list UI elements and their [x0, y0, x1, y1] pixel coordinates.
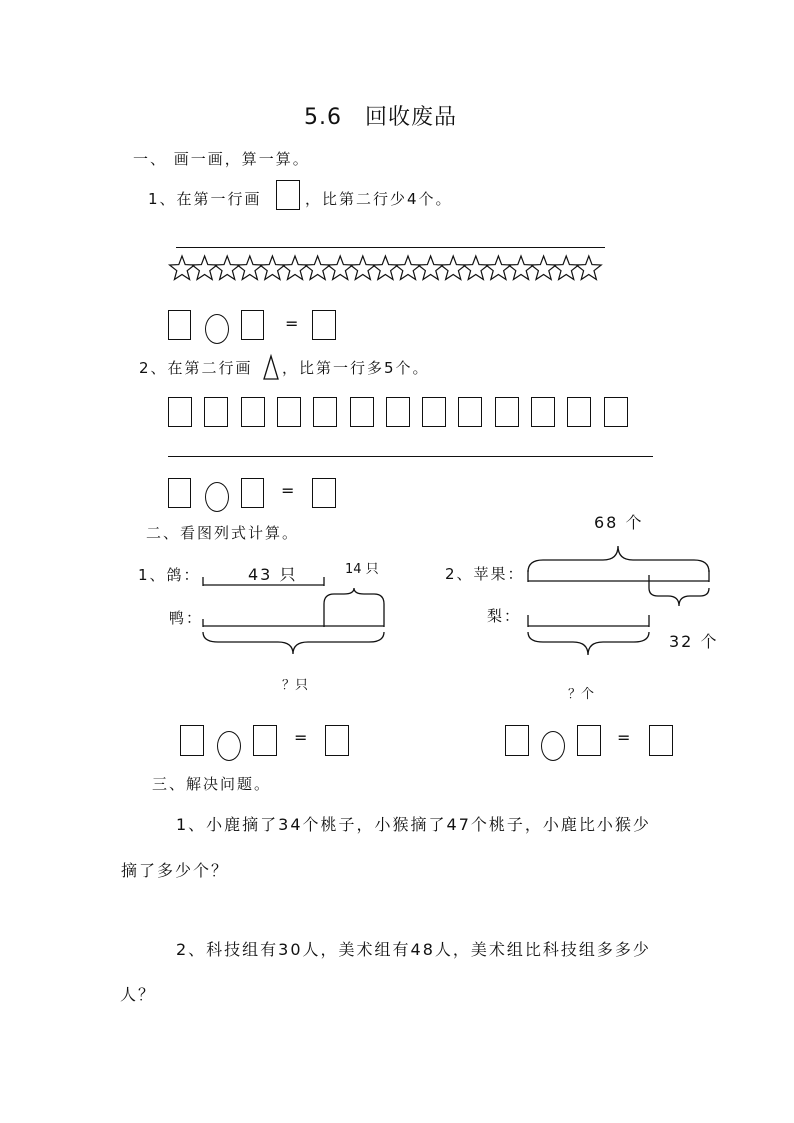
- p2-eq-operator-oval[interactable]: [541, 731, 565, 761]
- p1-value-difference: 14 只: [345, 562, 379, 577]
- p2-question: ？个: [568, 687, 595, 702]
- p2-apple-bar: [528, 570, 709, 588]
- p1-question: ？只: [282, 678, 309, 693]
- s3-q1-line-1: 1、小鹿摘了34个桃子，小猴摘了47个桃子，小鹿比小猴少: [176, 815, 651, 834]
- p1-eq-box-1[interactable]: [180, 725, 204, 756]
- p2-label-pear: 梨：: [487, 607, 522, 625]
- q1-prefix: 1、在第一行画: [148, 190, 262, 208]
- p1-label-duck: 鸭：: [169, 609, 204, 627]
- s3-q2-line-1: 2、科技组有30人，美术组有48人，美术组比科技组多多少: [176, 940, 651, 959]
- p2-value-pear-diff: 32 个: [669, 632, 719, 651]
- p2-difference-brace: [649, 588, 709, 606]
- p1-value-pigeon: 43 只: [248, 565, 298, 584]
- s3-q1-line-2: 摘了多少个？: [121, 861, 230, 880]
- p1-eq-box-result[interactable]: [325, 725, 349, 756]
- s3-q2-line-2: 人？: [120, 985, 157, 1004]
- p2-pear-brace: [528, 632, 649, 655]
- p2-eq-equals: =: [617, 728, 633, 747]
- p2-pear-bar: [528, 615, 649, 627]
- p2-eq-box-2[interactable]: [577, 725, 601, 756]
- section-3-heading: 三、解决问题。: [152, 775, 272, 793]
- p2-total: 68 个: [594, 513, 644, 532]
- eq1-equals: =: [285, 314, 301, 333]
- p1-eq-box-2[interactable]: [253, 725, 277, 756]
- eq2-equals: =: [281, 481, 297, 500]
- q1-suffix: ，比第二行少4个。: [305, 190, 453, 208]
- p2-eq-box-result[interactable]: [649, 725, 673, 756]
- p1-eq-equals: =: [294, 728, 310, 747]
- p1-total-brace: [203, 632, 384, 654]
- p1-pigeon-bar: [203, 577, 324, 586]
- q2-suffix: ，比第一行多5个。: [282, 359, 430, 377]
- page-title: 5.6 回收废品: [304, 105, 457, 130]
- section-1-heading: 一、 画一画，算一算。: [133, 150, 310, 168]
- p1-difference-brace: [324, 588, 384, 604]
- p2-label-apple: 2、苹果：: [445, 565, 525, 583]
- p1-duck-bar: [203, 604, 384, 627]
- section-2-heading: 二、看图列式计算。: [146, 524, 300, 542]
- p2-total-brace: [528, 546, 709, 572]
- p1-label-pigeon: 1、鸽：: [138, 566, 201, 584]
- q2-prefix: 2、在第二行画: [139, 359, 253, 377]
- p2-eq-box-1[interactable]: [505, 725, 529, 756]
- p1-eq-operator-oval[interactable]: [217, 731, 241, 761]
